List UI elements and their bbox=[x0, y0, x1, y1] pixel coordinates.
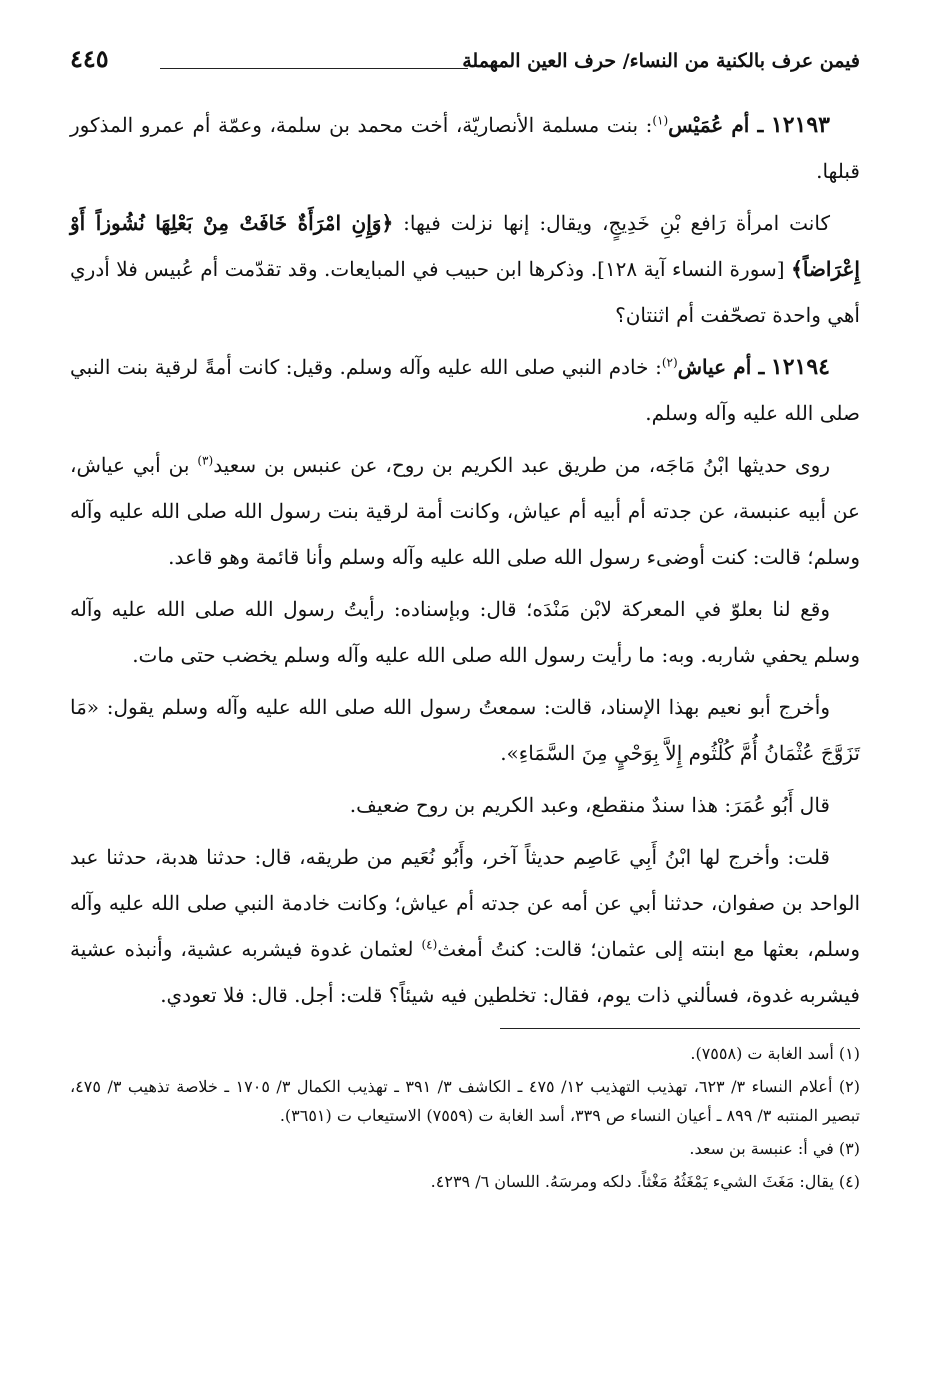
body-text bbox=[70, 102, 860, 1018]
book-page bbox=[70, 40, 860, 1360]
paragraph-text: روى حديثها ابْنُ مَاجَه، من طريق عبد الكريم بن روح، عن عنبس بن سعيد bbox=[213, 453, 830, 477]
footnote-marker: (٣) bbox=[197, 453, 214, 468]
paragraph-text: [سورة النساء آية ١٢٨]. وذكرها ابن حبيب في المبايعات. وقد تقدّمت أم عُبيس فلا أدري أهي واحدة تصحّفت أم اثنتان؟ bbox=[70, 257, 860, 327]
entry-text: : بنت مسلمة الأنصاريّة، أخت محمد بن سلمة، وعمّة أم عمرو المذكور قبلها. bbox=[70, 113, 860, 183]
entry-number: ١٢١٩٤ bbox=[770, 354, 830, 380]
footnote-2: (٢) أعلام النساء ٣/ ٦٢٣، تهذيب التهذيب ١٢/ ٤٧٥ ـ الكاشف ٣/ ٣٩١ ـ تهذيب الكمال ٣/ ١٧٠٥ ـ خلاصة تذهيب ٣/ ٤٧٥، تبصير المنتبه ٣/ ٨٩٩ ـ أعيان النساء ص ٣٣٩، أسد الغابة ت (٧٥٥٩) الاستيعاب ت (٣٦٥١). bbox=[70, 1077, 860, 1125]
paragraph-text: كانت امرأة رَافع بْنِ خَدِيجٍ، ويقال: إنها نزلت فيها: bbox=[393, 211, 830, 235]
footnote-marker: (١) bbox=[652, 113, 669, 128]
paragraph-qultu bbox=[70, 834, 860, 1018]
footnote-3: (٣) في أ: عنبسة بن سعد. bbox=[689, 1139, 860, 1158]
quran-verse: ﴿وَإِنِ امْرَأَةٌ خَافَتْ مِنْ بَعْلِهَا نُشُوزاً أَوْ إِعْرَاضاً﴾ bbox=[70, 211, 860, 281]
paragraph-abu-umar: قال أَبُو عُمَرَ: هذا سندٌ منقطع، وعبد الكريم بن روح ضعيف. bbox=[349, 793, 830, 817]
paragraph-ibn-manda: وقع لنا بعلوّ في المعركة لابْن مَنْدَه؛ قال: وبإسناده: رأيتُ رسول الله صلى الله عليه وآله وسلم يحفي شاربه. وبه: ما رأيت رسول الله صلى الله عليه وآله وسلم يخضب حتى مات. bbox=[70, 597, 860, 667]
paragraph-abu-nuaym: وأخرج أبو نعيم بهذا الإسناد، قالت: سمعتُ رسول الله صلى الله عليه وآله وسلم يقول: «مَا تَزَوَّجَ عُثْمَانُ أُمَّ كُلْثُوم إِلاَّ بِوَحْيٍ مِنَ السَّمَاءِ». bbox=[70, 695, 860, 765]
entry-number: ١٢١٩٣ bbox=[770, 112, 830, 138]
running-header bbox=[70, 40, 860, 84]
entry-12194 bbox=[70, 344, 860, 436]
footnote-1: (١) أسد الغابة ت (٧٥٥٨). bbox=[690, 1044, 860, 1063]
paragraph-ibn-maja bbox=[70, 442, 860, 580]
footnotes bbox=[70, 1039, 860, 1196]
paragraph-text: قلت: وأخرج لها ابْنُ أَبِي عَاصِم حديثاً آخر، وأَبُو نُعَيم من طريقه، قال: حدثنا هدبة، حدثنا عبد الواحد بن صفوان، حدثنا أبي عن أمه عن جدته أم عياش؛ وكانت خادمة النبي صلى الله عليه وآله وسلم، بعثها مع ابنته إلى عثمان؛ قالت: كنتُ أمغث bbox=[70, 845, 860, 961]
page-number: ٤٤٥ bbox=[70, 44, 109, 73]
header-rule bbox=[160, 68, 468, 69]
footnote-4: (٤) يقال: مَغَثَ الشيء يَمْغَثُهُ مَغْثاً. دلكه ومرسَهُ. اللسان ٦/ ٤٢٣٩. bbox=[430, 1172, 860, 1191]
entry-dash: ـ bbox=[749, 113, 764, 137]
paragraph-text: لعثمان غدوة فيشربه عشية، وأنبذه عشية فيشربه غدوة، فسألني ذات يوم، فقال: تخلطين فيه شيئاً؟ قلت: أجل. قال: فلا تعودي. bbox=[70, 937, 860, 1007]
running-title: فيمن عرف بالكنية من النساء/ حرف العين المهملة bbox=[462, 50, 860, 72]
entry-12193 bbox=[70, 102, 860, 194]
entry-name: أم عُمَيْس bbox=[668, 113, 750, 137]
entry-text: : خادم النبي صلى الله عليه وآله وسلم. وقيل: كانت أمةً لرقية بنت النبي صلى الله عليه وآله وسلم. bbox=[70, 355, 860, 425]
paragraph-rafi bbox=[70, 200, 860, 338]
paragraph-text: بن أبي عياش، عن أبيه عنبسة، عن جدته أم أبيه أم عياش، وكانت أمة لرقية بنت رسول الله صلى الله عليه وآله وسلم؛ قالت: كنت أوضىء رسول الله صلى الله عليه وآله وسلم وأنا قائمة وهو قاعد. bbox=[70, 453, 860, 569]
entry-dash: ـ bbox=[751, 355, 765, 379]
footnote-divider bbox=[500, 1028, 860, 1029]
footnote-marker: (٤) bbox=[421, 937, 438, 952]
footnote-marker: (٢) bbox=[661, 355, 678, 370]
entry-name: أم عياش bbox=[677, 355, 752, 379]
